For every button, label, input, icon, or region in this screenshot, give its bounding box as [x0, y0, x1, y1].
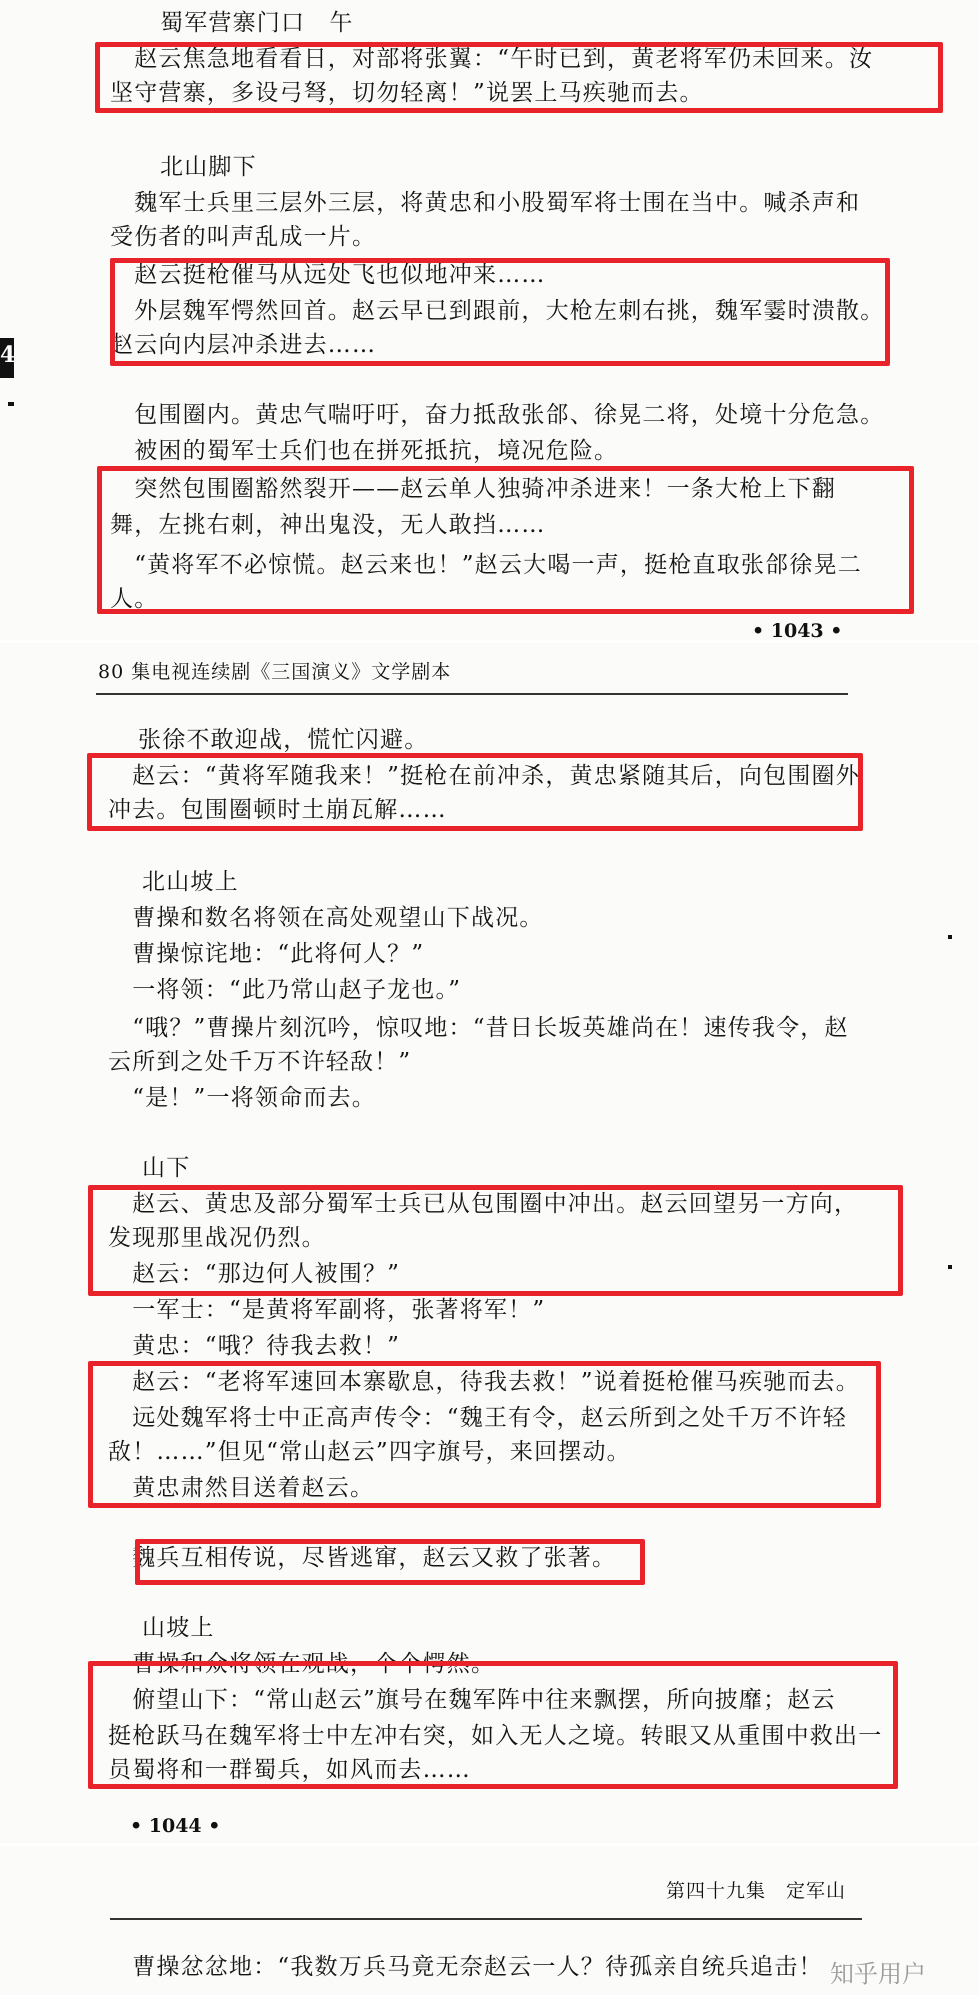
text-line: 挺枪跃马在魏军将士中左冲右突，如入无人之境。转眼又从重围中救出一: [108, 1723, 883, 1749]
running-header: 80 集电视连续剧《三国演义》文学剧本: [98, 661, 452, 683]
text-line: 曹操忿忿地：“我数万兵马竟无奈赵云一人？待孤亲自统兵追击！: [108, 1954, 823, 1980]
text-line: 曹操和数名将领在高处观望山下战况。: [108, 905, 544, 931]
highlight-box: [88, 1661, 898, 1789]
highlight-box: [95, 42, 943, 113]
text-line: 俯望山下：“常山赵云”旗号在魏军阵中往来飘摆，所向披靡；赵云: [108, 1687, 836, 1713]
text-line: “黄将军不必惊慌。赵云来也！”赵云大喝一声，挺枪直取张郃徐晃二: [110, 552, 862, 578]
highlight-box: [88, 1361, 881, 1508]
running-header: 第四十九集 定军山: [666, 1880, 847, 1902]
text-line: 发现那里战况仍烈。: [108, 1225, 326, 1251]
text-line: 包围圈内。黄忠气喘吁吁，奋力抵敌张郃、徐晃二将，处境十分危急。: [110, 402, 885, 428]
scene-heading: 北山坡上: [142, 869, 239, 895]
highlight-box: [97, 466, 914, 614]
text-line: 赵云：“老将军速回本寨歇息，待我去救！”说着挺枪催马疾驰而去。: [108, 1369, 860, 1395]
scene-heading: 山坡上: [142, 1615, 215, 1641]
text-line: 张徐不敢迎战，慌忙闪避。: [138, 727, 429, 753]
text-line: “哦？”曹操片刻沉吟，惊叹地：“昔日长坂英雄尚在！速传我令，赵: [108, 1015, 849, 1041]
text-line: 赵云：“黄将军随我来！”挺枪在前冲杀，黄忠紧随其后，向包围圈外: [108, 763, 860, 789]
text-line: 魏军士兵里三层外三层，将黄忠和小股蜀军将士围在当中。喊杀声和: [110, 190, 861, 216]
text-line: 被困的蜀军士兵们也在拼死抵抗，境况危险。: [110, 438, 619, 464]
text-line: “是！”一将领命而去。: [108, 1085, 376, 1111]
text-line: 远处魏军将士中正高声传令：“魏王有令，赵云所到之处千万不许轻: [108, 1405, 847, 1431]
page-number: • 1044 •: [130, 1815, 221, 1837]
text-line: 赵云、黄忠及部分蜀军士兵已从包围圈中冲出。赵云回望另一方向，: [108, 1191, 859, 1217]
text-line: 冲去。包围圈顿时土崩瓦解……: [108, 797, 447, 823]
text-line: 人。: [110, 586, 159, 612]
highlight-box: [110, 258, 890, 366]
margin-mark-digit: 4: [0, 342, 16, 368]
text-line: 赵云向内层冲杀进去……: [110, 332, 377, 358]
text-line: 外层魏军愕然回首。赵云早已到跟前，大枪左刺右挑，魏军霎时溃散。: [110, 298, 885, 324]
scene-heading: 山下: [142, 1155, 191, 1181]
text-line: 魏兵互相传说，尽皆逃窜，赵云又救了张著。: [108, 1545, 617, 1571]
margin-speck: [8, 402, 14, 406]
margin-speck: [948, 1265, 952, 1269]
text-line: 坚守营寨，多设弓弩，切勿轻离！”说罢上马疾驰而去。: [110, 80, 704, 106]
header-rule: [110, 1918, 862, 1920]
text-line: 云所到之处千万不许轻敌！”: [108, 1049, 412, 1075]
text-line: 赵云挺枪催马从远处飞也似地冲来……: [110, 262, 546, 288]
highlight-box: [135, 1539, 645, 1585]
page-1044: [0, 643, 979, 1843]
text-line: 一军士：“是黄将军副将，张著将军！”: [108, 1297, 546, 1323]
text-line: 曹操惊诧地：“此将何人？”: [108, 941, 425, 967]
scene-heading: 北山脚下: [160, 154, 257, 180]
text-line: 黄忠肃然目送着赵云。: [108, 1475, 375, 1501]
highlight-box: [87, 753, 863, 831]
text-line: 受伤者的叫声乱成一片。: [110, 224, 377, 250]
text-line: 曹操和众将领在观战，个个愕然。: [108, 1651, 496, 1677]
text-line: 赵云焦急地看看日，对部将张翼：“午时已到，黄老将军仍未回来。汝: [110, 46, 874, 72]
text-line: 舞，左挑右刺，神出鬼没，无人敢挡……: [110, 512, 546, 538]
margin-speck: [948, 935, 952, 939]
page-number: • 1043 •: [752, 620, 843, 640]
text-line: 赵云：“那边何人被围？”: [108, 1261, 401, 1287]
page-fragment: [0, 1846, 979, 1995]
text-line: 员蜀将和一群蜀兵，如风而去……: [108, 1757, 471, 1783]
header-rule: [96, 693, 848, 695]
highlight-box: [88, 1185, 903, 1296]
text-line: 敌！……”但见“常山赵云”四字旗号，来回摆动。: [108, 1439, 631, 1465]
text-line: 一将领：“此乃常山赵子龙也。”: [108, 977, 462, 1003]
page-1043: [0, 0, 979, 640]
watermark: 知乎用户: [830, 1960, 926, 1988]
text-line: 突然包围圈豁然裂开——赵云单人独骑冲杀进来！一条大枪上下翻: [110, 476, 836, 502]
scene-heading: 蜀军营寨门口 午: [160, 10, 354, 36]
text-line: 黄忠：“哦？待我去救！”: [108, 1333, 401, 1359]
